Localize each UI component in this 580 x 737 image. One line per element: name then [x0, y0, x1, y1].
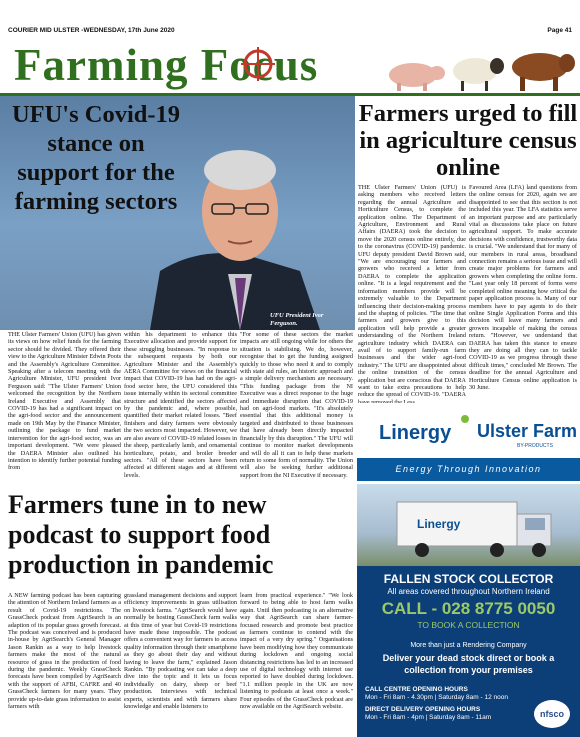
crosshair-icon — [241, 47, 275, 81]
article3-column1: A NEW farming podcast has been capturing the attention of Northern Ireland farmers as a result of Covid-19 restrictions. The GrassCheck podcast from AgriSearch is an adaption of its popular grass growth forecast. The podcast was conceived and is produced in-house by AgriSearch's General Manager Jason Rankin as a way to help livestock farmers make the most of the natural resource of grass in the production of food during the pandemic. Weekly GrassCheck forecasts have been compiled by AgriSearch with the support of AFBI, CAFRE and 40 GrassCheck farmers for many years. They provide up-to-date grass information to assist farmers with — [8, 592, 121, 711]
direct-delivery-hours-value: Mon - Fri 8am - 4pm | Saturday 8am - 11am — [365, 714, 492, 721]
section-title-word2: Focus — [200, 40, 319, 90]
fallen-stock-advert — [357, 484, 580, 737]
article3-headline: Farmers tune in to new podcast to support food production in pandemic — [8, 490, 274, 579]
article1-headline: UFU's Covid-19 stance on support for the farming sectors — [11, 101, 181, 215]
book-collection-text: TO BOOK A COLLECTION — [417, 620, 520, 630]
article3-column2: grassland management decisions and support efficiency improvements in grass utilisation on livestock farms. "AgriSearch would have normally be hosting GrassCheck farm walks at this time of year but Covid-19 restrictions have made these impossible. The podcast offers a convenient way for farmers to access quality information through their smartphone as they go about their day and without having to leave the farm," explained Jason Rankin. "By podcasting we can take a deep dive into the topic and it lets us focus individually on dairy, sheep or beef production. Interviews with technical experts, scientists and with farmers share knowledge and enable listeners to — [124, 592, 237, 711]
linergy-logo: Linergy — [379, 422, 452, 444]
article3-column3: learn from practical experience." "We look forward to being able to host farm walks again. Until then podcasting is an alternative way that AgriSearch can share farmer-focused research and promote best practice as farmers continue to contend with the impact of a very dry spring." Organisations have been modifying how they communicate during lockdown and ongoing social distancing restrictions has led to an increased use of digital technology with internet use reported to have doubled during lockdown. "1.1 million people in the UK are now listening to podcasts at least once a week." Four episodes of the GrassCheck podcast are now available on the AgriSearch website. — [240, 592, 353, 711]
livestock-images — [375, 41, 575, 93]
ulster-farm-logo: Ulster Farm — [477, 421, 578, 441]
article2-column2: Favoured Area (LFA) land questions from the online census for 2020, again we are disappointed to see that this section is not included this year. The LFA statistics serve an important purpose and are particularly vital as discussions take place on future agricultural support. To make accurate decisions with confidence, trustworthy data is crucial. "We understand that for many of our members in rural areas, broadband connection remains a serious issue and will create major problems for farmers and growers when completing the online form. "Last year only 18 percent of forms were completed online meaning how critical the paper application process is. Many of our members have to pay agents to do their online Single Application Forms and this decision will leave many farmers and growers incapable of making the census return. "However, we understand that DAERA has taken this stance to ensure they are doing all they can to tackle COVID-19 as we progress through these difficult times," concluded Mr Brown. The deadline for the annual Agriculture and Horticulture Census online application is 30 June. — [469, 184, 577, 391]
cow-icon — [512, 53, 575, 91]
deliver-text: Deliver your dead stock direct or book a collection from your premises — [382, 653, 555, 675]
article1-column3: "For some of these sectors the market impacts are still ongoing while for others the situation is stabilising. We do, however, recognise that to get the funding assigned quickly to those who need it and to comply with state aid rules, an historic approach and a simple delivery mechanism are necessary. "This funding package from the NI Executive was a direct response to the huge and immediate disruption that COVID-19 had on agri-food markets. "It's absolutely essential that this additional money is targeted and distributed to those businesses that have already been directly impacted financially by this disruption." The UFU will continue to monitor market developments and will do all it can to help these markets return to some form of normality. The Union will also be seeking further additional support from the NI Executive if necessary. — [240, 331, 353, 479]
advert-title: FALLEN STOCK COLLECTOR — [383, 572, 554, 586]
linergy-advert — [357, 403, 580, 481]
nfsco-badge: nfsco — [534, 700, 570, 728]
truck-icon — [357, 484, 580, 566]
photo-caption: UFU President Ivor Ferguson. — [270, 312, 324, 327]
sheep-icon — [453, 58, 504, 91]
pig-icon — [389, 63, 445, 91]
direct-delivery-hours-label: DIRECT DELIVERY OPENING HOURS — [365, 706, 481, 713]
call-centre-hours-value: Mon - Fri 8am - 4.30pm | Saturday 8am - 12 noon — [365, 694, 508, 701]
page-header — [8, 27, 572, 37]
masthead — [0, 37, 580, 93]
truck-photo — [357, 484, 580, 566]
truck-logo: Linergy — [417, 517, 461, 531]
rendering-text: More than just a Rendering Company — [410, 642, 527, 649]
publication-date: COURIER MID ULSTER -WEDNESDAY, 17th June 2020 — [8, 27, 175, 34]
article1-column2: within his department to enhance this Executive allocation and provide support for these struggling businesses. "In response to the subsequent requests by both our Agriculture Minister and the Assembly's AERA Committee for views on the financial impact that COVID-19 has had on the agri-food sector here, the UFU considered this issue internally within its sectoral committee structure and identified the sectors affected by the pandemic and, where possible, quantified their market related losses. "Beef finishers and dairy farmers were obviously the two sectors most impacted. However, we are also aware of COVID-19 related losses in the sheep, particularly lamb, and ornamental horticulture, potato, and broiler breeder sectors. "All of these sectors have been affected at different stages and at different levels. — [124, 331, 237, 479]
page-number: Page 41 — [547, 27, 572, 34]
advert-tagline: Energy Through Innovation — [395, 464, 542, 474]
phone-number[interactable]: CALL - 028 8775 0050 — [381, 599, 556, 618]
advert-logos — [357, 403, 580, 457]
advert-subtitle: All areas covered throughout Northern Ireland — [387, 587, 550, 596]
section-title-word1: Farming — [14, 40, 189, 90]
article1-column1: THE Ulster Farmers' Union (UFU) has given its views on how relief funds for the farming sector should be divided. They offered their view to the Agriculture Minister Edwin Poots and the Assembly's Agriculture Committee. Speaking after a telecom meeting with the Agriculture Minister, UFU president Ivor Ferguson said: "The Ulster Farmers' Union welcomed the recognition by the Northern Ireland Executive and Assembly that COVID-19 has had a significant impact on the agri-food sector and the announcement made on 19th May by the Finance Minister, outlining the package to fund market intervention for the agri-food sector, was an important development. "We were pleased the DAERA Minister also outlined his intention to identify further potential funding from — [8, 331, 121, 472]
ulster-farm-sub: BY-PRODUCTS — [517, 443, 553, 449]
article2-column1: THE Ulster Farmers' Union (UFU) is asking members who received letters regarding the annual Agriculture and Horticulture Census, to complete the application online. The Department of Agriculture, Environment and Rural Affairs (DAERA) took the decision to move the 2020 census online entirely, due to the coronavirus (COVID-19) pandemic. UFU deputy president David Brown said, "We are encouraging our farmers and growers who received a letter from DAERA to complete the application online. "It is a legal requirement and the information members provide will be extremely valuable to the Department influencing their decision-making process and the shaping of policies. "The time that farmers and growers give to this application will help provide a greater understanding of the Northern Ireland agriculture industry which DAERA can avail of to support family-run farm businesses and the wider agri-food industry." The UFU are disappointed about the online transition of the census application but are conscious that DAERA want to take extra precautions to help reduce the spread of COVID-19. "DAERA — [358, 184, 466, 399]
article2-headline: Farmers urged to fill in agriculture census online — [358, 100, 578, 181]
call-centre-hours-label: CALL CENTRE OPENING HOURS — [365, 686, 468, 693]
